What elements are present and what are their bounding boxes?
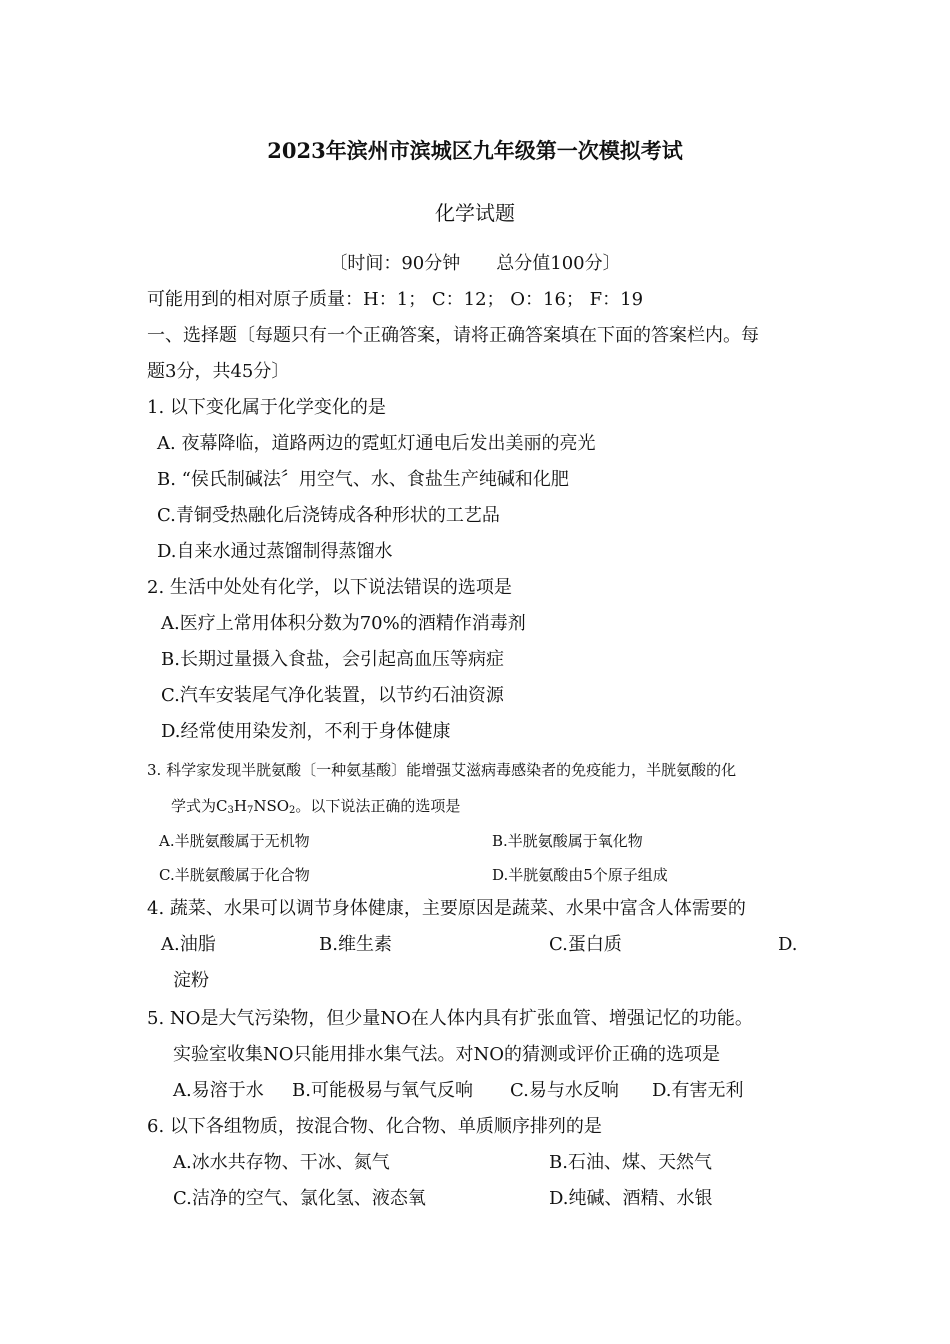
q2-option-c: C.汽车安装尾气净化装置，以节约石油资源 [161, 685, 504, 706]
q3-option-a: A.半胱氨酸属于无机物 [159, 832, 310, 850]
q3-option-c: C.半胱氨酸属于化合物 [159, 866, 310, 884]
q5-stem-line1: 5. NO是大气污染物，但少量NO在人体内具有扩张血管、增强记忆的功能。 [147, 1008, 753, 1029]
q3-stem-line2 [171, 795, 460, 817]
section-instruction-line1: 一、选择题〔每题只有一个正确答案，请将正确答案填在下面的答案栏内。每 [147, 325, 759, 346]
atomic-masses: 可能用到的相对原子质量：H：1； C：12； O：16； F：19 [147, 289, 644, 310]
q1-option-b: B. “侯氏制碱法〞用空气、水、食盐生产纯碱和化肥 [157, 469, 569, 490]
q6-option-b: B.石油、煤、天然气 [549, 1152, 712, 1173]
chemical-formula: $C_3H_7NSO_2$ [216, 797, 296, 816]
q5-option-c: C.易与水反响 [510, 1080, 619, 1101]
q4-option-c: C.蛋白质 [549, 934, 622, 955]
subject-title: 化学试题 [435, 201, 515, 225]
time-info: 〔时间：90分钟 总分值100分〕 [329, 253, 621, 274]
section-instruction-line2: 题3分，共45分〕 [147, 361, 290, 382]
q2-option-d: D.经常使用染发剂，不利于身体健康 [161, 721, 451, 742]
q6-option-c: C.洁净的空气、氯化氢、液态氧 [173, 1188, 426, 1209]
q4-stem: 4. 蔬菜、水果可以调节身体健康，主要原因是蔬菜、水果中富含人体需要的 [147, 898, 746, 919]
q3-option-b: B.半胱氨酸属于氧化物 [492, 832, 643, 850]
q5-option-d: D.有害无利 [652, 1080, 744, 1101]
q4-option-a: A.油脂 [161, 934, 216, 955]
q2-option-b: B.长期过量摄入食盐，会引起高血压等病症 [161, 649, 504, 670]
q1-option-d: D.自来水通过蒸馏制得蒸馏水 [157, 541, 393, 562]
q3-option-d: D.半胱氨酸由5个原子组成 [492, 866, 668, 884]
q4-option-d: D. [778, 934, 798, 955]
q6-option-d: D.纯碱、酒精、水银 [549, 1188, 713, 1209]
q4-option-b: B.维生素 [319, 934, 392, 955]
q5-option-b: B.可能极易与氧气反响 [292, 1080, 473, 1101]
q3-stem-suffix: 。以下说法正确的选项是 [295, 797, 461, 815]
q1-option-c: C.青铜受热融化后浇铸成各种形状的工艺品 [157, 505, 500, 526]
q6-option-a: A.冰水共存物、干冰、氮气 [173, 1152, 390, 1173]
exam-title: 2023年滨州市滨城区九年级第一次模拟考试 [267, 138, 683, 163]
q1-stem: 1. 以下变化属于化学变化的是 [147, 397, 386, 418]
q3-stem-line1: 3. 科学家发现半胱氨酸〔一种氨基酸〕能增强艾滋病毒感染者的免疫能力，半胱氨酸的化 [147, 761, 737, 779]
q2-option-a: A.医疗上常用体积分数为70%的酒精作消毒剂 [161, 613, 526, 634]
q6-stem: 6. 以下各组物质，按混合物、化合物、单质顺序排列的是 [147, 1116, 602, 1137]
q4-option-d-text: 淀粉 [173, 970, 209, 991]
q5-option-a: A.易溶于水 [173, 1080, 264, 1101]
q5-stem-line2: 实验室收集NO只能用排水集气法。对NO的猜测或评价正确的选项是 [173, 1044, 721, 1065]
q1-option-a: A. 夜幕降临，道路两边的霓虹灯通电后发出美丽的亮光 [157, 433, 596, 454]
q3-stem-prefix: 学式为 [171, 797, 217, 815]
q2-stem: 2. 生活中处处有化学，以下说法错误的选项是 [147, 577, 512, 598]
